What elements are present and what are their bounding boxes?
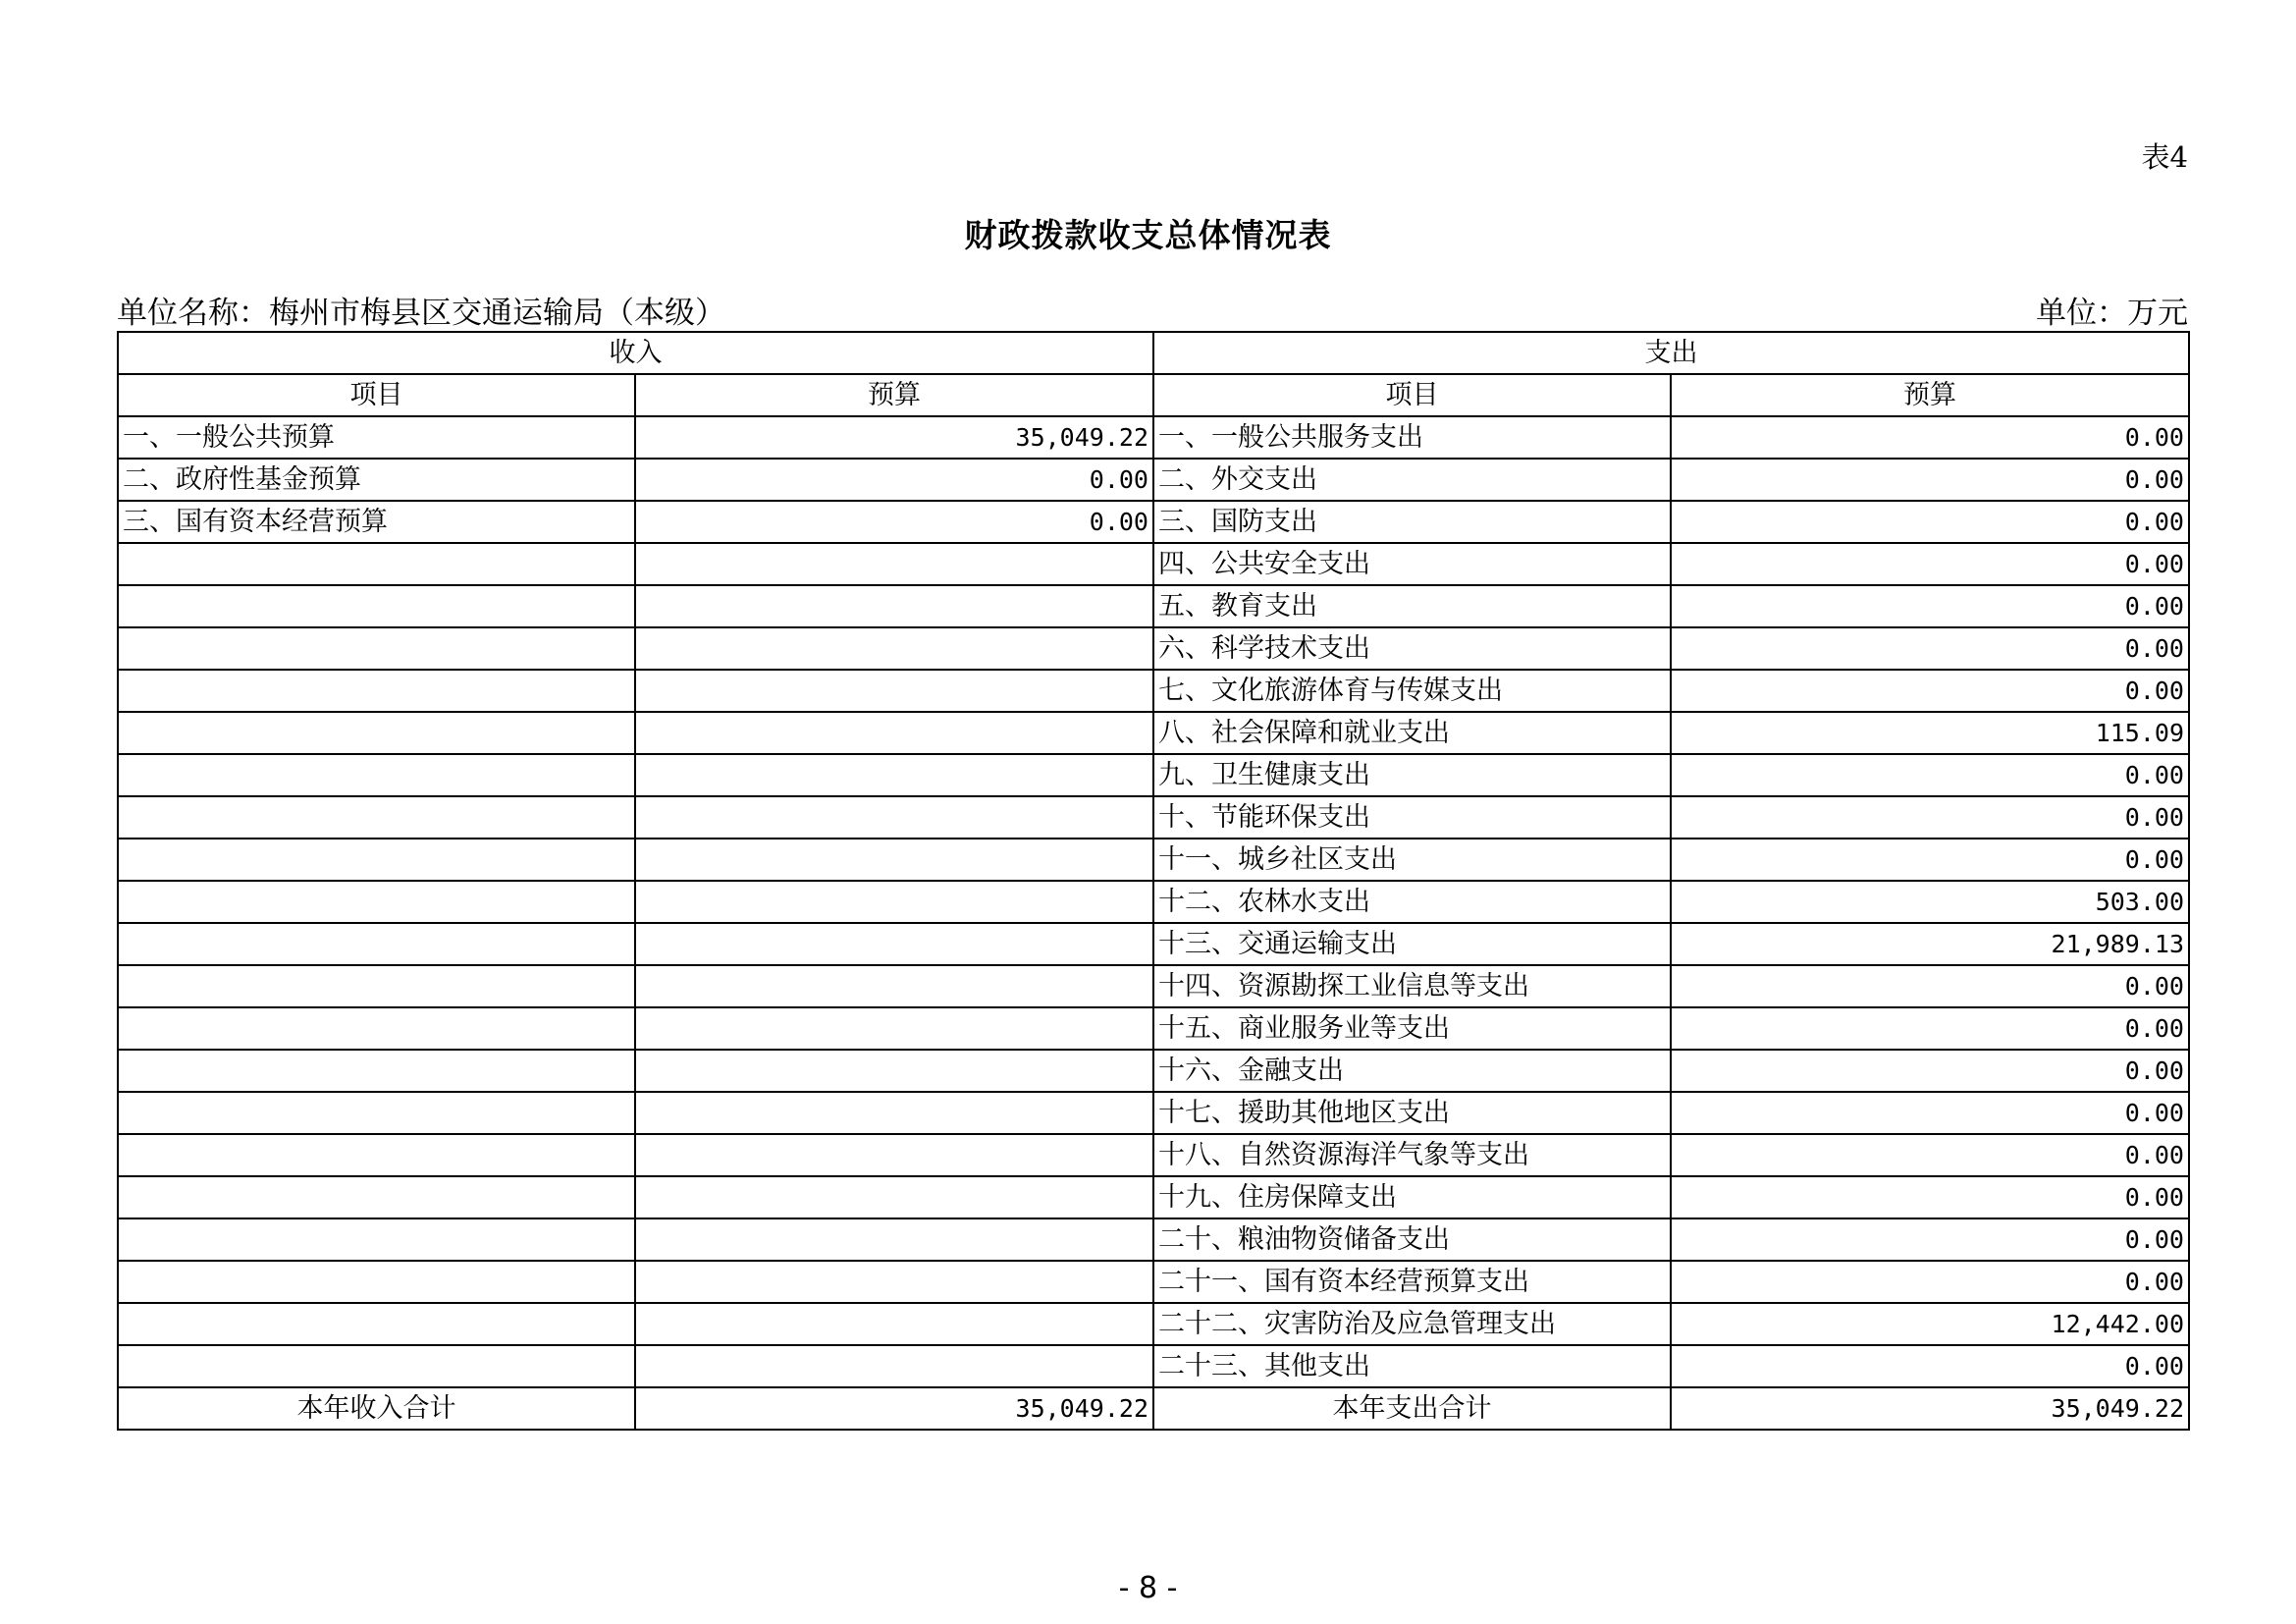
table-row bbox=[118, 1218, 2189, 1261]
table-row bbox=[118, 839, 2189, 881]
expense-item-header: 项目 bbox=[1153, 374, 1671, 416]
expense-item-cell: 二、外交支出 bbox=[1153, 459, 1671, 501]
expense-item-cell: 二十三、其他支出 bbox=[1153, 1345, 1671, 1387]
page-title: 财政拨款收支总体情况表 bbox=[964, 216, 1332, 254]
income-budget-cell bbox=[635, 1345, 1153, 1387]
expense-budget-cell: 21,989.13 bbox=[1671, 923, 2189, 965]
expense-budget-cell: 0.00 bbox=[1671, 585, 2189, 627]
table-row bbox=[118, 1176, 2189, 1218]
table-row bbox=[118, 1092, 2189, 1134]
expense-budget-cell: 0.00 bbox=[1671, 1261, 2189, 1303]
income-item-cell bbox=[118, 543, 635, 585]
income-item-cell bbox=[118, 1303, 635, 1345]
expense-item-cell: 十九、住房保障支出 bbox=[1153, 1176, 1671, 1218]
table-row bbox=[118, 459, 2189, 501]
income-item-cell bbox=[118, 839, 635, 881]
income-budget-cell bbox=[635, 627, 1153, 670]
expense-budget-cell: 0.00 bbox=[1671, 627, 2189, 670]
expense-item-cell: 十三、交通运输支出 bbox=[1153, 923, 1671, 965]
expense-item-cell: 六、科学技术支出 bbox=[1153, 627, 1671, 670]
expense-budget-cell: 0.00 bbox=[1671, 1134, 2189, 1176]
expense-budget-cell: 0.00 bbox=[1671, 1050, 2189, 1092]
expense-budget-cell: 0.00 bbox=[1671, 796, 2189, 839]
expense-budget-cell: 0.00 bbox=[1671, 754, 2189, 796]
income-budget-cell bbox=[635, 881, 1153, 923]
table-row bbox=[118, 1345, 2189, 1387]
income-item-cell bbox=[118, 1007, 635, 1050]
income-budget-cell bbox=[635, 965, 1153, 1007]
expense-total-label: 本年支出合计 bbox=[1153, 1387, 1671, 1430]
income-budget-cell: 35,049.22 bbox=[635, 416, 1153, 459]
income-item-cell bbox=[118, 627, 635, 670]
income-item-header: 项目 bbox=[118, 374, 635, 416]
income-budget-cell bbox=[635, 1007, 1153, 1050]
expense-item-cell: 二十一、国有资本经营预算支出 bbox=[1153, 1261, 1671, 1303]
income-header: 收入 bbox=[118, 332, 1153, 374]
expense-item-cell: 十六、金融支出 bbox=[1153, 1050, 1671, 1092]
expense-item-cell: 九、卫生健康支出 bbox=[1153, 754, 1671, 796]
expense-item-cell: 十二、农林水支出 bbox=[1153, 881, 1671, 923]
table-row bbox=[118, 1303, 2189, 1345]
income-budget-cell bbox=[635, 1050, 1153, 1092]
income-budget-cell bbox=[635, 670, 1153, 712]
expense-budget-cell: 0.00 bbox=[1671, 543, 2189, 585]
table-row bbox=[118, 670, 2189, 712]
income-item-cell bbox=[118, 796, 635, 839]
expense-budget-cell: 0.00 bbox=[1671, 965, 2189, 1007]
income-budget-cell bbox=[635, 1218, 1153, 1261]
table-row bbox=[118, 1007, 2189, 1050]
expense-budget-cell: 0.00 bbox=[1671, 1007, 2189, 1050]
income-total-label: 本年收入合计 bbox=[118, 1387, 635, 1430]
expense-item-cell: 十四、资源勘探工业信息等支出 bbox=[1153, 965, 1671, 1007]
table-row bbox=[118, 416, 2189, 459]
expense-item-cell: 十五、商业服务业等支出 bbox=[1153, 1007, 1671, 1050]
income-item-cell bbox=[118, 1134, 635, 1176]
table-row bbox=[118, 881, 2189, 923]
income-budget-cell bbox=[635, 1303, 1153, 1345]
income-item-cell: 三、国有资本经营预算 bbox=[118, 501, 635, 543]
expense-budget-cell: 0.00 bbox=[1671, 501, 2189, 543]
expense-item-cell: 七、文化旅游体育与传媒支出 bbox=[1153, 670, 1671, 712]
income-item-cell: 一、一般公共预算 bbox=[118, 416, 635, 459]
expense-item-cell: 三、国防支出 bbox=[1153, 501, 1671, 543]
budget-table bbox=[117, 331, 2190, 1431]
expense-item-cell: 十七、援助其他地区支出 bbox=[1153, 1092, 1671, 1134]
expense-item-cell: 二十、粮油物资储备支出 bbox=[1153, 1218, 1671, 1261]
income-budget-cell bbox=[635, 1092, 1153, 1134]
expense-item-cell: 二十二、灾害防治及应急管理支出 bbox=[1153, 1303, 1671, 1345]
income-budget-cell bbox=[635, 796, 1153, 839]
income-item-cell bbox=[118, 1345, 635, 1387]
unit-name: 单位名称：梅州市梅县区交通运输局（本级） bbox=[117, 296, 725, 331]
income-budget-cell bbox=[635, 1176, 1153, 1218]
expense-total-value: 35,049.22 bbox=[1671, 1387, 2189, 1430]
income-item-cell bbox=[118, 923, 635, 965]
expense-budget-cell: 0.00 bbox=[1671, 1092, 2189, 1134]
section-header-row bbox=[118, 332, 2189, 374]
income-item-cell bbox=[118, 881, 635, 923]
expense-budget-cell: 0.00 bbox=[1671, 1345, 2189, 1387]
totals-row bbox=[118, 1387, 2189, 1430]
expense-item-cell: 八、社会保障和就业支出 bbox=[1153, 712, 1671, 754]
expense-budget-cell: 0.00 bbox=[1671, 1218, 2189, 1261]
currency-unit: 单位：万元 bbox=[2036, 296, 2188, 331]
expense-budget-header: 预算 bbox=[1671, 374, 2189, 416]
expense-header: 支出 bbox=[1153, 332, 2189, 374]
table-row bbox=[118, 712, 2189, 754]
expense-budget-cell: 0.00 bbox=[1671, 459, 2189, 501]
income-item-cell bbox=[118, 1092, 635, 1134]
income-total-value: 35,049.22 bbox=[635, 1387, 1153, 1430]
income-budget-cell bbox=[635, 754, 1153, 796]
income-budget-cell: 0.00 bbox=[635, 501, 1153, 543]
expense-item-cell: 十、节能环保支出 bbox=[1153, 796, 1671, 839]
income-budget-header: 预算 bbox=[635, 374, 1153, 416]
table-row bbox=[118, 543, 2189, 585]
expense-budget-cell: 0.00 bbox=[1671, 839, 2189, 881]
income-budget-cell bbox=[635, 1134, 1153, 1176]
column-header-row bbox=[118, 374, 2189, 416]
table-row bbox=[118, 1050, 2189, 1092]
income-budget-cell bbox=[635, 543, 1153, 585]
table-row bbox=[118, 1261, 2189, 1303]
income-item-cell bbox=[118, 670, 635, 712]
income-budget-cell bbox=[635, 923, 1153, 965]
expense-item-cell: 四、公共安全支出 bbox=[1153, 543, 1671, 585]
income-item-cell bbox=[118, 1218, 635, 1261]
income-item-cell bbox=[118, 1050, 635, 1092]
income-item-cell bbox=[118, 585, 635, 627]
expense-item-cell: 十一、城乡社区支出 bbox=[1153, 839, 1671, 881]
page-number: - 8 - bbox=[1118, 1571, 1178, 1605]
income-item-cell bbox=[118, 1261, 635, 1303]
income-item-cell: 二、政府性基金预算 bbox=[118, 459, 635, 501]
expense-budget-cell: 0.00 bbox=[1671, 416, 2189, 459]
table-row bbox=[118, 796, 2189, 839]
table-row bbox=[118, 627, 2189, 670]
expense-item-cell: 五、教育支出 bbox=[1153, 585, 1671, 627]
expense-item-cell: 一、一般公共服务支出 bbox=[1153, 416, 1671, 459]
table-row bbox=[118, 965, 2189, 1007]
income-budget-cell: 0.00 bbox=[635, 459, 1153, 501]
income-budget-cell bbox=[635, 1261, 1153, 1303]
table-row bbox=[118, 501, 2189, 543]
income-budget-cell bbox=[635, 712, 1153, 754]
expense-budget-cell: 0.00 bbox=[1671, 670, 2189, 712]
table-row bbox=[118, 754, 2189, 796]
expense-item-cell: 十八、自然资源海洋气象等支出 bbox=[1153, 1134, 1671, 1176]
table-row bbox=[118, 585, 2189, 627]
table-row bbox=[118, 923, 2189, 965]
income-item-cell bbox=[118, 754, 635, 796]
income-item-cell bbox=[118, 965, 635, 1007]
income-budget-cell bbox=[635, 839, 1153, 881]
table-row bbox=[118, 1134, 2189, 1176]
income-item-cell bbox=[118, 1176, 635, 1218]
expense-budget-cell: 0.00 bbox=[1671, 1176, 2189, 1218]
table-number: 表4 bbox=[2141, 140, 2188, 174]
expense-budget-cell: 115.09 bbox=[1671, 712, 2189, 754]
expense-budget-cell: 12,442.00 bbox=[1671, 1303, 2189, 1345]
expense-budget-cell: 503.00 bbox=[1671, 881, 2189, 923]
income-budget-cell bbox=[635, 585, 1153, 627]
income-item-cell bbox=[118, 712, 635, 754]
